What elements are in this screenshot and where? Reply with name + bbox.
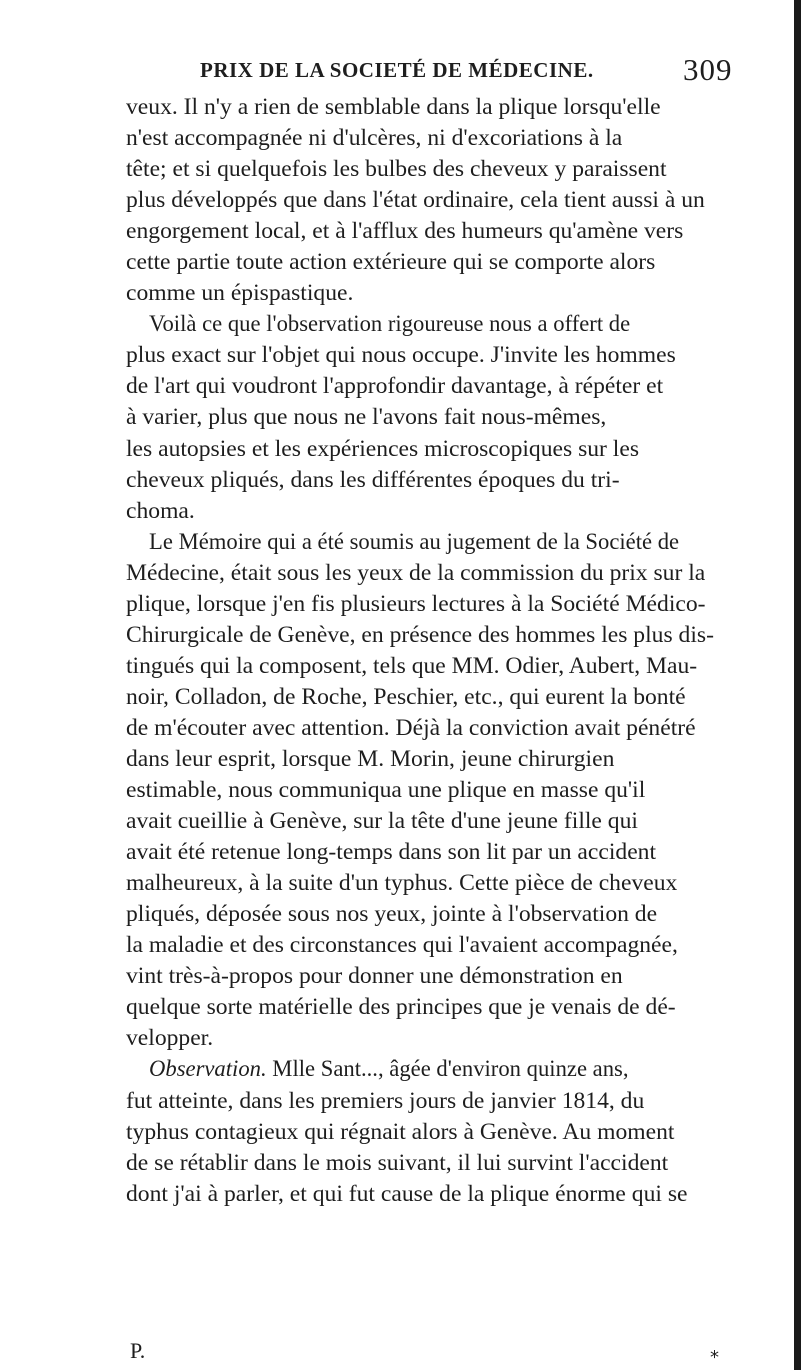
- text-fragment: Mlle Sant..., âgée d'environ quinze ans,: [272, 1056, 629, 1083]
- body-text: [126, 92, 722, 1210]
- text-line: dans leur esprit, lorsque M. Morin, jeune chirurgien: [126, 745, 615, 772]
- text-line: plus développés que dans l'état ordinaire, cela tient aussi à un: [126, 187, 705, 214]
- text-line: plus exact sur l'objet qui nous occupe. J'invite les hommes: [126, 342, 676, 369]
- text-line: Médecine, était sous les yeux de la commission du prix sur la: [126, 559, 706, 586]
- text-line: typhus contagieux qui régnait alors à Genève. Au moment: [126, 1118, 675, 1145]
- text-line: plique, lorsque j'en fis plusieurs lectures à la Société Médico-: [126, 590, 706, 617]
- text-line: choma.: [126, 497, 195, 524]
- observation-label: Observation.: [149, 1056, 267, 1083]
- text-line: de l'art qui voudront l'approfondir davantage, à répéter et: [126, 373, 664, 400]
- paragraph-4: [126, 1054, 722, 1209]
- text-line: à varier, plus que nous ne l'avons fait nous-mêmes,: [126, 404, 607, 431]
- page-edge-shadow: [794, 0, 801, 1370]
- text-line: les autopsies et les expériences microscopiques sur les: [126, 435, 640, 462]
- text-line: vint très-à-propos pour donner une démonstration en: [126, 963, 623, 990]
- text-line: de se rétablir dans le mois suivant, il lui survint l'accident: [126, 1149, 669, 1176]
- text-line: dont j'ai à parler, et qui fut cause de la plique énorme qui se: [126, 1180, 688, 1207]
- text-line: avait été retenue long-temps dans son lit par un accident: [126, 839, 657, 866]
- paragraph-2: [126, 309, 722, 526]
- text-line: tingués qui la composent, tels que MM. Odier, Aubert, Mau-: [126, 652, 698, 679]
- text-line: Chirurgicale de Genève, en présence des hommes les plus dis-: [126, 621, 714, 648]
- text-line: malheureux, à la suite d'un typhus. Cette pièce de cheveux: [126, 870, 678, 897]
- text-line: velopper.: [126, 1025, 214, 1052]
- text-line: Le Mémoire qui a été soumis au jugement de la Société de: [149, 528, 680, 555]
- text-line: comme un épispastique.: [126, 280, 354, 307]
- text-line: Voilà ce que l'observation rigoureuse nous a offert de: [149, 311, 631, 338]
- paragraph-3: [126, 527, 722, 1055]
- text-line: cheveux pliqués, dans les différentes époques du tri-: [126, 466, 620, 493]
- text-line: noir, Colladon, de Roche, Peschier, etc., qui eurent la bonté: [126, 683, 686, 710]
- text-line: avait cueillie à Genève, sur la tête d'une jeune fille qui: [126, 808, 638, 835]
- text-line: estimable, nous communiqua une plique en masse qu'il: [126, 777, 646, 804]
- text-line: pliqués, déposée sous nos yeux, jointe à l'observation de: [126, 901, 658, 928]
- text-line: tête; et si quelquefois les bulbes des cheveux y paraissent: [126, 156, 667, 183]
- text-line: fut atteinte, dans les premiers jours de janvier 1814, du: [126, 1087, 645, 1114]
- paragraph-1: [126, 92, 722, 309]
- text-line: la maladie et des circonstances qui l'avaient accompagnée,: [126, 932, 678, 959]
- running-title: PRIX DE LA SOCIETÉ DE MÉDECINE.: [200, 58, 594, 82]
- text-line: cette partie toute action extérieure qui se comporte alors: [126, 249, 656, 276]
- page-number: 309: [683, 52, 733, 87]
- text-line: quelque sorte matérielle des principes que je venais de dé-: [126, 994, 676, 1021]
- text-line: de m'écouter avec attention. Déjà la conviction avait pénétré: [126, 714, 696, 741]
- signature-mark: P.: [130, 1338, 146, 1363]
- asterisk-mark: *: [710, 1347, 719, 1368]
- text-line: [126, 1054, 698, 1085]
- text-line: n'est accompagnée ni d'ulcères, ni d'excoriations à la: [126, 125, 623, 152]
- text-line: veux. Il n'y a rien de semblable dans la plique lorsqu'elle: [126, 94, 661, 120]
- text-line: engorgement local, et à l'afflux des humeurs qu'amène vers: [126, 218, 684, 245]
